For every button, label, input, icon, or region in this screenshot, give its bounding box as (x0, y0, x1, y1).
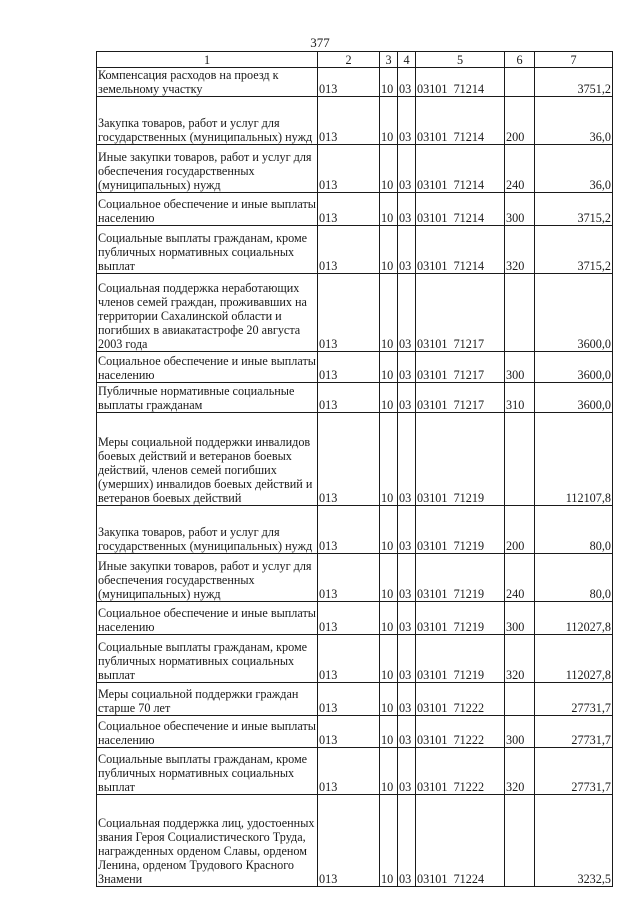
expense-type: 200 (505, 506, 535, 554)
table-header-row (97, 52, 613, 68)
expense-type: 240 (505, 145, 535, 193)
item-name: Закупка товаров, работ и услуг для государственных (муниципальных) нужд (97, 97, 318, 145)
expense-type (505, 795, 535, 887)
section-code: 013 (318, 274, 380, 352)
page-number: 377 (310, 35, 330, 50)
expense-type: 300 (505, 352, 535, 383)
expense-type: 200 (505, 97, 535, 145)
section-code: 013 (318, 716, 380, 748)
section-code: 013 (318, 68, 380, 97)
expense-type: 320 (505, 635, 535, 683)
amount: 27731,7 (535, 683, 613, 716)
expense-type: 310 (505, 383, 535, 413)
subsection-group: 03 (398, 602, 416, 635)
subsection-group: 03 (398, 226, 416, 274)
target-article: 03101 71219 (416, 554, 505, 602)
expense-type (505, 274, 535, 352)
expense-type: 320 (505, 226, 535, 274)
expense-type: 300 (505, 193, 535, 226)
expense-type: 300 (505, 716, 535, 748)
amount: 3751,2 (535, 68, 613, 97)
section-code: 013 (318, 602, 380, 635)
item-name: Социальное обеспечение и иные выплаты населению (97, 716, 318, 748)
amount: 112107,8 (535, 413, 613, 506)
item-name: Социальные выплаты гражданам, кроме публичных нормативных социальных выплат (97, 635, 318, 683)
amount: 80,0 (535, 506, 613, 554)
item-name: Социальная поддержка неработающих членов семей граждан, проживавших на территории Сахалинской области и погибших в авиакатастрофе 20 августа 2003 года (97, 274, 318, 352)
target-article: 03101 71219 (416, 602, 505, 635)
table-row (97, 748, 613, 795)
table-row (97, 795, 613, 887)
subsection-code: 10 (380, 683, 398, 716)
subsection-code: 10 (380, 352, 398, 383)
header-col-7: 7 (535, 52, 613, 68)
section-code: 013 (318, 635, 380, 683)
subsection-code: 10 (380, 795, 398, 887)
target-article: 03101 71222 (416, 716, 505, 748)
amount: 27731,7 (535, 748, 613, 795)
table-row (97, 683, 613, 716)
table-row (97, 635, 613, 683)
table-row (97, 602, 613, 635)
subsection-code: 10 (380, 602, 398, 635)
target-article: 03101 71214 (416, 226, 505, 274)
item-name: Публичные нормативные социальные выплаты гражданам (97, 383, 318, 413)
expense-type (505, 413, 535, 506)
target-article: 03101 71219 (416, 506, 505, 554)
table-row (97, 383, 613, 413)
item-name: Социальная поддержка лиц, удостоенных звания Героя Социалистического Труда, награжденных орденом Славы, орденом Ленина, орденом Трудового Красного Знамени (97, 795, 318, 887)
section-code: 013 (318, 413, 380, 506)
item-name: Социальное обеспечение и иные выплаты населению (97, 352, 318, 383)
section-code: 013 (318, 145, 380, 193)
subsection-code: 10 (380, 68, 398, 97)
target-article: 03101 71217 (416, 352, 505, 383)
subsection-group: 03 (398, 683, 416, 716)
amount: 36,0 (535, 145, 613, 193)
subsection-code: 10 (380, 635, 398, 683)
target-article: 03101 71217 (416, 383, 505, 413)
subsection-code: 10 (380, 748, 398, 795)
subsection-group: 03 (398, 68, 416, 97)
target-article: 03101 71224 (416, 795, 505, 887)
table-row (97, 413, 613, 506)
subsection-group: 03 (398, 716, 416, 748)
subsection-group: 03 (398, 274, 416, 352)
subsection-group: 03 (398, 795, 416, 887)
subsection-code: 10 (380, 413, 398, 506)
header-col-3: 3 (380, 52, 398, 68)
table-row (97, 506, 613, 554)
header-col-4: 4 (398, 52, 416, 68)
header-col-5: 5 (416, 52, 505, 68)
section-code: 013 (318, 795, 380, 887)
amount: 3232,5 (535, 795, 613, 887)
subsection-code: 10 (380, 554, 398, 602)
table-row (97, 68, 613, 97)
item-name: Меры социальной поддержки инвалидов боевых действий и ветеранов боевых действий, членов семей погибших (умерших) инвалидов боевых действий и ветеранов боевых действий (97, 413, 318, 506)
subsection-code: 10 (380, 226, 398, 274)
subsection-code: 10 (380, 145, 398, 193)
table-row (97, 145, 613, 193)
header-col-1: 1 (97, 52, 318, 68)
subsection-group: 03 (398, 413, 416, 506)
table-row (97, 716, 613, 748)
subsection-group: 03 (398, 97, 416, 145)
item-name: Иные закупки товаров, работ и услуг для обеспечения государственных (муниципальных) нужд (97, 554, 318, 602)
header-col-6: 6 (505, 52, 535, 68)
item-name: Меры социальной поддержки граждан старше 70 лет (97, 683, 318, 716)
table-row (97, 97, 613, 145)
expense-type: 300 (505, 602, 535, 635)
section-code: 013 (318, 97, 380, 145)
target-article: 03101 71222 (416, 683, 505, 716)
subsection-code: 10 (380, 506, 398, 554)
amount: 3600,0 (535, 274, 613, 352)
section-code: 013 (318, 506, 380, 554)
amount: 36,0 (535, 97, 613, 145)
item-name: Социальное обеспечение и иные выплаты населению (97, 602, 318, 635)
section-code: 013 (318, 193, 380, 226)
subsection-group: 03 (398, 635, 416, 683)
subsection-group: 03 (398, 506, 416, 554)
section-code: 013 (318, 383, 380, 413)
amount: 3715,2 (535, 226, 613, 274)
amount: 112027,8 (535, 602, 613, 635)
item-name: Компенсация расходов на проезд к земельному участку (97, 68, 318, 97)
target-article: 03101 71219 (416, 635, 505, 683)
subsection-code: 10 (380, 716, 398, 748)
item-name: Социальное обеспечение и иные выплаты населению (97, 193, 318, 226)
section-code: 013 (318, 352, 380, 383)
subsection-group: 03 (398, 145, 416, 193)
amount: 3600,0 (535, 352, 613, 383)
table-row (97, 554, 613, 602)
table-row (97, 274, 613, 352)
subsection-group: 03 (398, 748, 416, 795)
target-article: 03101 71219 (416, 413, 505, 506)
target-article: 03101 71214 (416, 145, 505, 193)
expense-type: 320 (505, 748, 535, 795)
section-code: 013 (318, 554, 380, 602)
subsection-code: 10 (380, 97, 398, 145)
expense-type (505, 683, 535, 716)
section-code: 013 (318, 226, 380, 274)
table-row (97, 226, 613, 274)
item-name: Иные закупки товаров, работ и услуг для обеспечения государственных (муниципальных) нужд (97, 145, 318, 193)
target-article: 03101 71214 (416, 68, 505, 97)
item-name: Социальные выплаты гражданам, кроме публичных нормативных социальных выплат (97, 748, 318, 795)
item-name: Социальные выплаты гражданам, кроме публичных нормативных социальных выплат (97, 226, 318, 274)
item-name: Закупка товаров, работ и услуг для государственных (муниципальных) нужд (97, 506, 318, 554)
amount: 3600,0 (535, 383, 613, 413)
table-row (97, 193, 613, 226)
subsection-group: 03 (398, 352, 416, 383)
subsection-group: 03 (398, 554, 416, 602)
subsection-code: 10 (380, 274, 398, 352)
subsection-code: 10 (380, 383, 398, 413)
subsection-code: 10 (380, 193, 398, 226)
target-article: 03101 71222 (416, 748, 505, 795)
subsection-group: 03 (398, 193, 416, 226)
table-row (97, 352, 613, 383)
expense-type: 240 (505, 554, 535, 602)
section-code: 013 (318, 683, 380, 716)
expense-type (505, 68, 535, 97)
section-code: 013 (318, 748, 380, 795)
amount: 3715,2 (535, 193, 613, 226)
target-article: 03101 71214 (416, 97, 505, 145)
subsection-group: 03 (398, 383, 416, 413)
amount: 80,0 (535, 554, 613, 602)
header-col-2: 2 (318, 52, 380, 68)
target-article: 03101 71214 (416, 193, 505, 226)
amount: 112027,8 (535, 635, 613, 683)
amount: 27731,7 (535, 716, 613, 748)
budget-table (96, 51, 613, 887)
target-article: 03101 71217 (416, 274, 505, 352)
